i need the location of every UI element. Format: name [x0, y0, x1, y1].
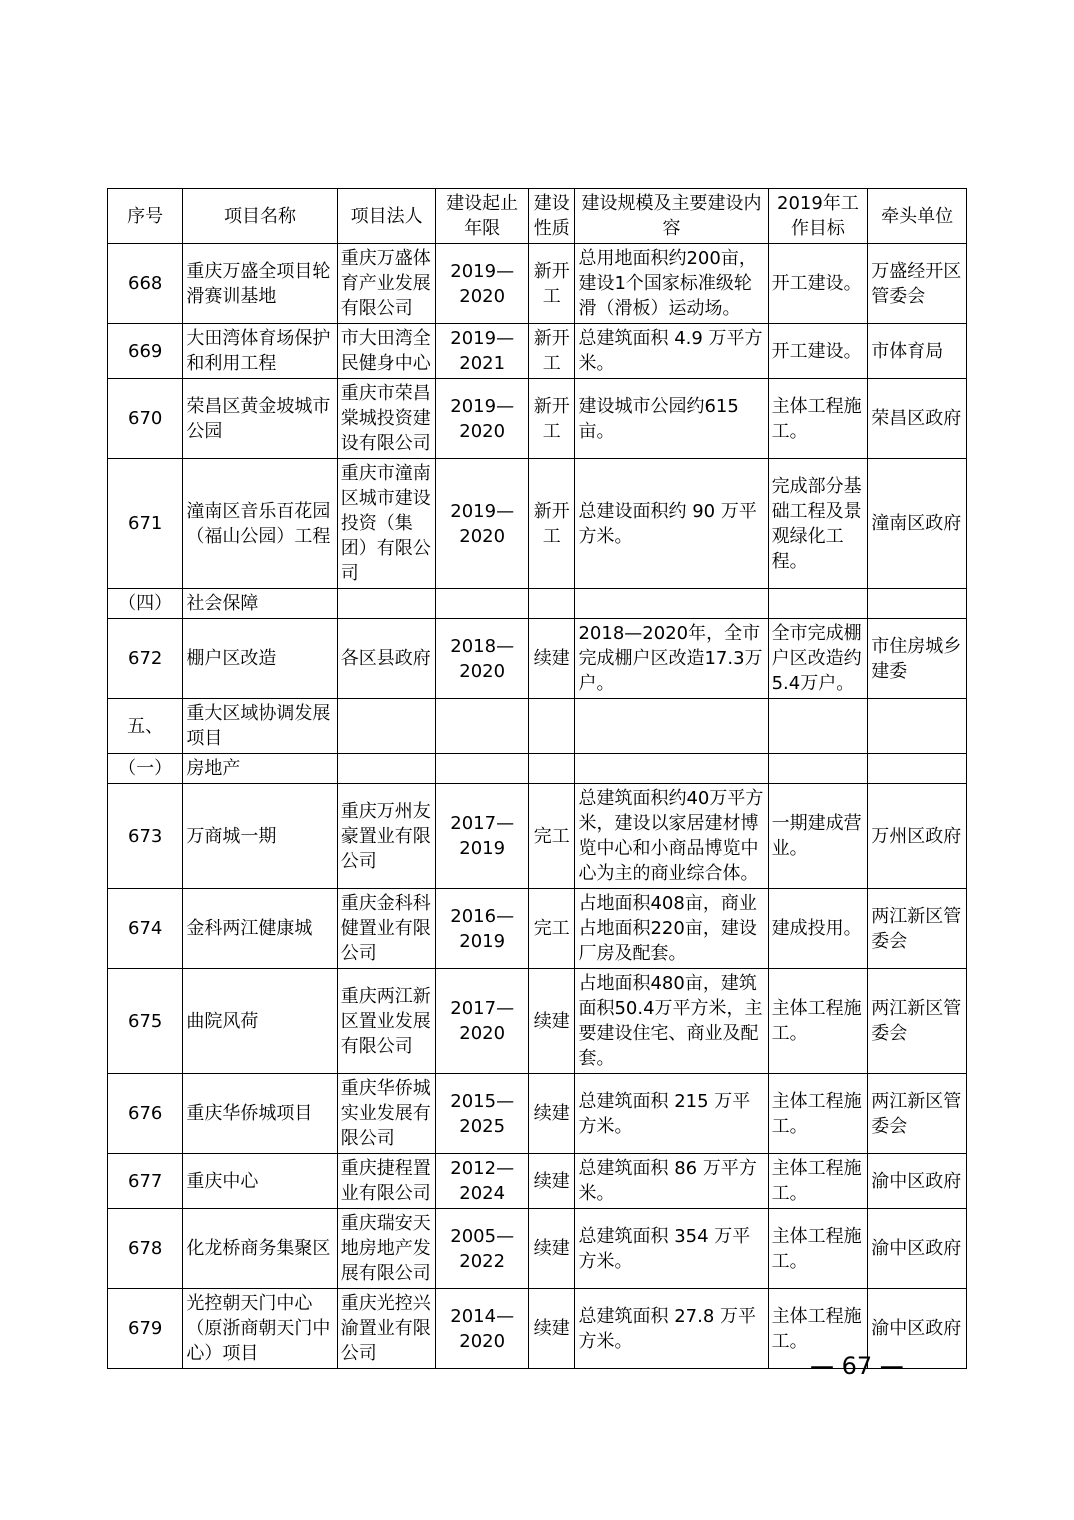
table-cell: 重庆万盛全项目轮滑赛训基地 [183, 244, 337, 324]
table-cell: 676 [108, 1074, 183, 1154]
table-cell: 重庆万州友豪置业有限公司 [337, 784, 436, 889]
table-cell [337, 699, 436, 754]
table-cell: 重庆市潼南区城市建设投资（集团）有限公司 [337, 459, 436, 589]
table-cell: 两江新区管委会 [868, 1074, 967, 1154]
header-cell: 建设起止年限 [436, 189, 529, 244]
table-row [108, 754, 967, 784]
table-cell: 重庆华侨城项目 [183, 1074, 337, 1154]
table-cell: 新开工 [528, 244, 575, 324]
table-cell: 2015—2025 [436, 1074, 529, 1154]
table-cell: 重庆捷程置业有限公司 [337, 1154, 436, 1209]
table-cell: 续建 [528, 1074, 575, 1154]
table-cell: 两江新区管委会 [868, 889, 967, 969]
table-cell: 重庆金科科健置业有限公司 [337, 889, 436, 969]
table-cell: 重庆光控兴渝置业有限公司 [337, 1289, 436, 1369]
table-cell: 678 [108, 1209, 183, 1289]
table-row [108, 379, 967, 459]
table-cell: 2018—2020年，全市完成棚户区改造17.3万户。 [575, 619, 768, 699]
table-cell: 大田湾体育场保护和利用工程 [183, 324, 337, 379]
table-cell [528, 589, 575, 619]
table-cell: 主体工程施工。 [768, 1074, 868, 1154]
table-cell [528, 754, 575, 784]
table-cell: 完工 [528, 889, 575, 969]
table-cell [868, 699, 967, 754]
table-cell: 669 [108, 324, 183, 379]
table-cell [337, 589, 436, 619]
project-table [107, 188, 967, 1369]
table-cell: 曲院风荷 [183, 969, 337, 1074]
table-cell [768, 754, 868, 784]
table-cell: 渝中区政府 [868, 1154, 967, 1209]
table-cell: 建成投用。 [768, 889, 868, 969]
table-row [108, 459, 967, 589]
table-cell: 全市完成棚户区改造约5.4万户。 [768, 619, 868, 699]
table-cell: 完工 [528, 784, 575, 889]
table-cell: 重庆两江新区置业发展有限公司 [337, 969, 436, 1074]
table-cell: 万商城一期 [183, 784, 337, 889]
table-cell: 重大区域协调发展项目 [183, 699, 337, 754]
table-cell: 建设城市公园约615亩。 [575, 379, 768, 459]
table-cell: 2019—2020 [436, 459, 529, 589]
table-cell: 671 [108, 459, 183, 589]
table-cell: 潼南区音乐百花园（福山公园）工程 [183, 459, 337, 589]
table-cell: 新开工 [528, 379, 575, 459]
table-cell [528, 699, 575, 754]
table-cell: 市大田湾全民健身中心 [337, 324, 436, 379]
table-cell: 主体工程施工。 [768, 1209, 868, 1289]
table-cell: 总建筑面积约40万平方米，建设以家居建材博览中心和小商品博览中心为主的商业综合体。 [575, 784, 768, 889]
table-cell: 总建筑面积 4.9 万平方米。 [575, 324, 768, 379]
table-row [108, 969, 967, 1074]
table-cell: 2019—2021 [436, 324, 529, 379]
table-row [108, 1074, 967, 1154]
table-cell [868, 589, 967, 619]
table-cell: 主体工程施工。 [768, 1289, 868, 1369]
table-cell: 完成部分基础工程及景观绿化工程。 [768, 459, 868, 589]
table-cell: 总建筑面积 27.8 万平方米。 [575, 1289, 768, 1369]
header-cell: 2019年工作目标 [768, 189, 868, 244]
table-cell: 续建 [528, 1289, 575, 1369]
table-cell: 占地面积480亩，建筑面积50.4万平方米，主要建设住宅、商业及配套。 [575, 969, 768, 1074]
table-cell: （四） [108, 589, 183, 619]
table-cell: 市体育局 [868, 324, 967, 379]
table-row [108, 324, 967, 379]
table-cell: 总建筑面积 86 万平方米。 [575, 1154, 768, 1209]
table-row [108, 784, 967, 889]
table-cell [337, 754, 436, 784]
table-cell: 677 [108, 1154, 183, 1209]
table-cell: 主体工程施工。 [768, 1154, 868, 1209]
table-cell: 总建筑面积 215 万平方米。 [575, 1074, 768, 1154]
page-number: — 67 — [810, 1352, 904, 1380]
table-cell: 开工建设。 [768, 244, 868, 324]
table-cell: 主体工程施工。 [768, 969, 868, 1074]
table-row [108, 1154, 967, 1209]
table-cell: 一期建成营业。 [768, 784, 868, 889]
table-row [108, 244, 967, 324]
table-row [108, 699, 967, 754]
table-cell: 679 [108, 1289, 183, 1369]
table-cell [868, 754, 967, 784]
table-row [108, 889, 967, 969]
table-cell [436, 699, 529, 754]
table-cell: 荣昌区政府 [868, 379, 967, 459]
table-cell: 主体工程施工。 [768, 379, 868, 459]
table-cell: 总用地面积约200亩，建设1个国家标准级轮滑（滑板）运动场。 [575, 244, 768, 324]
table-cell: 新开工 [528, 459, 575, 589]
table-cell: 2017—2019 [436, 784, 529, 889]
table-cell [436, 589, 529, 619]
table-cell: 2005—2022 [436, 1209, 529, 1289]
table-cell: 化龙桥商务集聚区 [183, 1209, 337, 1289]
table-cell: 新开工 [528, 324, 575, 379]
table-cell [575, 589, 768, 619]
table-cell: 总建设面积约 90 万平方米。 [575, 459, 768, 589]
table-cell: 重庆市荣昌棠城投资建设有限公司 [337, 379, 436, 459]
table-cell [436, 754, 529, 784]
table-row [108, 589, 967, 619]
table-cell: 2018—2020 [436, 619, 529, 699]
header-cell: 序号 [108, 189, 183, 244]
table-cell [575, 754, 768, 784]
table-cell: 重庆中心 [183, 1154, 337, 1209]
table-cell: 各区县政府 [337, 619, 436, 699]
table-cell: 2012—2024 [436, 1154, 529, 1209]
table-cell: 万盛经开区管委会 [868, 244, 967, 324]
table-cell: 市住房城乡建委 [868, 619, 967, 699]
table-cell: 金科两江健康城 [183, 889, 337, 969]
table-cell: 万州区政府 [868, 784, 967, 889]
table-cell: 房地产 [183, 754, 337, 784]
table-cell: 续建 [528, 619, 575, 699]
table-cell: 675 [108, 969, 183, 1074]
table-cell: 渝中区政府 [868, 1289, 967, 1369]
header-cell: 建设性质 [528, 189, 575, 244]
table-cell: 重庆万盛体育产业发展有限公司 [337, 244, 436, 324]
table-cell [768, 589, 868, 619]
table-cell: 社会保障 [183, 589, 337, 619]
header-cell: 项目法人 [337, 189, 436, 244]
table-cell: 占地面积408亩，商业占地面积220亩，建设厂房及配套。 [575, 889, 768, 969]
table-cell: 续建 [528, 1154, 575, 1209]
table-cell: 荣昌区黄金坡城市公园 [183, 379, 337, 459]
table-cell [768, 699, 868, 754]
table-cell: 668 [108, 244, 183, 324]
header-cell: 建设规模及主要建设内容 [575, 189, 768, 244]
table-cell: 两江新区管委会 [868, 969, 967, 1074]
table-cell: 续建 [528, 1209, 575, 1289]
table-cell [575, 699, 768, 754]
table-cell: 670 [108, 379, 183, 459]
table-cell: 五、 [108, 699, 183, 754]
table-cell: 开工建设。 [768, 324, 868, 379]
table-cell: 674 [108, 889, 183, 969]
table-cell: 光控朝天门中心（原浙商朝天门中心）项目 [183, 1289, 337, 1369]
table-row [108, 619, 967, 699]
table-cell: 续建 [528, 969, 575, 1074]
header-cell: 项目名称 [183, 189, 337, 244]
table-cell: 重庆瑞安天地房地产发展有限公司 [337, 1209, 436, 1289]
table-cell: 2014—2020 [436, 1289, 529, 1369]
table-cell: （一） [108, 754, 183, 784]
table-cell: 672 [108, 619, 183, 699]
table-cell: 潼南区政府 [868, 459, 967, 589]
table-cell: 重庆华侨城实业发展有限公司 [337, 1074, 436, 1154]
table-cell: 673 [108, 784, 183, 889]
table-cell: 2016—2019 [436, 889, 529, 969]
table-cell: 2019—2020 [436, 244, 529, 324]
table-cell: 2019—2020 [436, 379, 529, 459]
table-cell: 2017—2020 [436, 969, 529, 1074]
table-cell: 渝中区政府 [868, 1209, 967, 1289]
header-cell: 牵头单位 [868, 189, 967, 244]
table-cell: 棚户区改造 [183, 619, 337, 699]
table-cell: 总建筑面积 354 万平方米。 [575, 1209, 768, 1289]
table-row [108, 1209, 967, 1289]
